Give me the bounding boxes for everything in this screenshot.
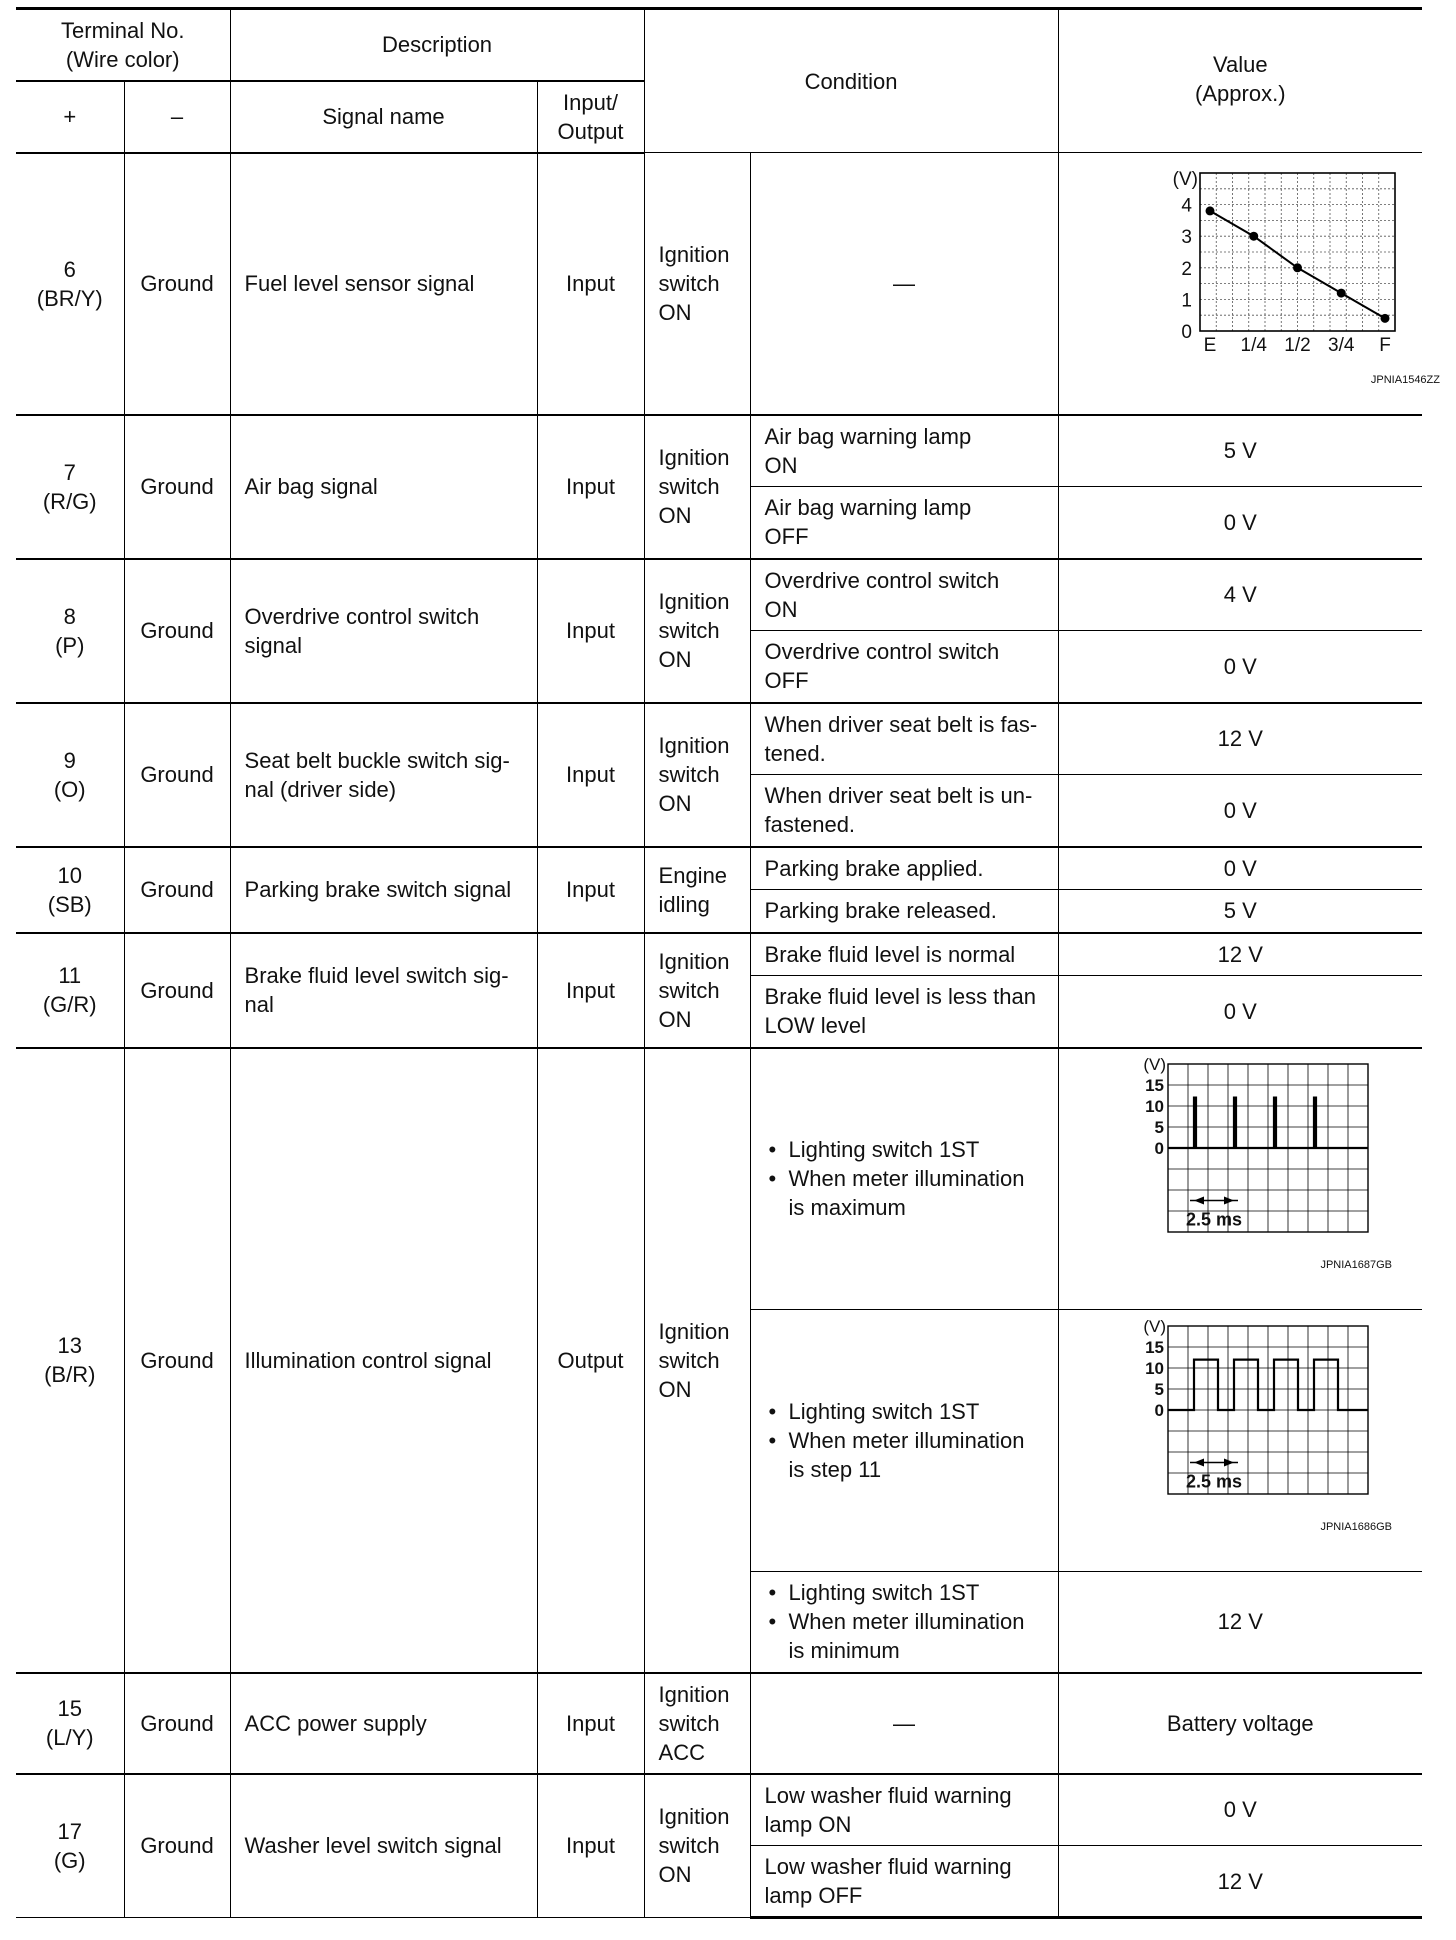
value-cell: 0 V <box>1058 847 1422 890</box>
data-point <box>1250 232 1259 241</box>
header-signal-name: Signal name <box>230 81 537 153</box>
io-cell: Input <box>537 153 644 415</box>
sub-condition-cell <box>750 1048 1058 1310</box>
value-cell: 4 V <box>1058 559 1422 631</box>
header-io: Input/ Output <box>537 81 644 153</box>
ground-cell: Ground <box>124 1048 230 1673</box>
figure-caption: JPNIA1686GB <box>1320 1520 1393 1533</box>
data-point <box>1337 289 1346 298</box>
ground-cell: Ground <box>124 1673 230 1774</box>
y-tick-label: 0 <box>1154 1400 1165 1420</box>
io-cell: Input <box>537 1774 644 1918</box>
data-point <box>1206 207 1215 216</box>
terminal-cell: 7 (R/G) <box>16 415 124 559</box>
io-cell: Input <box>537 703 644 847</box>
sub-condition-cell: Air bag warning lamp ON <box>750 415 1058 487</box>
value-cell: 12 V <box>1058 1846 1422 1918</box>
ground-cell: Ground <box>124 933 230 1048</box>
io-cell: Input <box>537 847 644 933</box>
figure-caption: JPNIA1687GB <box>1320 1258 1393 1271</box>
terminal-cell: 10 (SB) <box>16 847 124 933</box>
y-unit-label: (V) <box>1143 1316 1167 1336</box>
table-row <box>16 153 1422 415</box>
condition-list <box>765 1397 1044 1484</box>
sub-condition-cell: When driver seat belt is un- fastened. <box>750 775 1058 847</box>
table-row <box>16 847 1422 890</box>
signal-name-cell: Air bag signal <box>230 415 537 559</box>
terminal-spec-sheet <box>16 7 1441 1912</box>
condition-list <box>765 1135 1044 1222</box>
period-label: 2.5 ms <box>1186 1471 1243 1491</box>
value-cell: Battery voltage <box>1058 1673 1422 1774</box>
condition-cell: Ignition switch ON <box>644 559 750 703</box>
sub-condition-cell <box>750 1572 1058 1673</box>
y-tick-label: 10 <box>1145 1358 1165 1378</box>
y-tick-label: 10 <box>1145 1096 1165 1116</box>
value-cell: 5 V <box>1058 415 1422 487</box>
table-row <box>16 1774 1422 1846</box>
table-row <box>16 703 1422 775</box>
condition-item: • Lighting switch 1ST <box>789 1578 1044 1607</box>
signal-name-cell: Seat belt buckle switch sig- nal (driver side) <box>230 703 537 847</box>
condition-cell: Ignition switch ACC <box>644 1673 750 1774</box>
header-row-top <box>16 9 1422 81</box>
sub-condition-cell: Low washer fluid warning lamp OFF <box>750 1846 1058 1918</box>
y-tick-label: 1 <box>1181 290 1193 312</box>
condition-cell: Ignition switch ON <box>644 933 750 1048</box>
value-cell <box>1058 153 1441 415</box>
value-cell: 0 V <box>1058 1774 1422 1846</box>
y-tick-label: 0 <box>1154 1138 1165 1158</box>
illumination-step11-waveform <box>1075 1316 1405 1566</box>
period-label: 2.5 ms <box>1186 1209 1243 1230</box>
sub-condition-cell: Low washer fluid warning lamp ON <box>750 1774 1058 1846</box>
table-row <box>16 559 1422 631</box>
io-cell: Input <box>537 559 644 703</box>
x-tick-label: 1/2 <box>1284 335 1312 357</box>
signal-name-cell: Fuel level sensor signal <box>230 153 537 415</box>
y-tick-label: 15 <box>1145 1337 1165 1357</box>
terminal-spec-table <box>16 7 1441 1919</box>
y-unit-label: (V) <box>1143 1054 1167 1074</box>
terminal-cell: 11 (G/R) <box>16 933 124 1048</box>
y-tick-label: 3 <box>1181 227 1193 249</box>
ground-cell: Ground <box>124 153 230 415</box>
header-condition: Condition <box>644 9 1058 153</box>
terminal-cell: 15 (L/Y) <box>16 1673 124 1774</box>
signal-name-cell: ACC power supply <box>230 1673 537 1774</box>
terminal-cell: 13 (B/R) <box>16 1048 124 1673</box>
condition-list <box>765 1578 1044 1665</box>
ground-cell: Ground <box>124 1774 230 1918</box>
y-tick-label: 4 <box>1181 195 1193 217</box>
value-cell: 12 V <box>1058 1572 1422 1673</box>
sub-condition-cell: When driver seat belt is fas- tened. <box>750 703 1058 775</box>
terminal-cell: 9 (O) <box>16 703 124 847</box>
condition-cell: Ignition switch ON <box>644 153 750 415</box>
condition-item: • When meter illumination is maximum <box>789 1164 1044 1222</box>
terminal-cell: 17 (G) <box>16 1774 124 1918</box>
illumination-max-waveform <box>1075 1054 1405 1304</box>
terminal-cell: 6 (BR/Y) <box>16 153 124 415</box>
value-cell: 12 V <box>1058 703 1422 775</box>
header-value: Value (Approx.) <box>1058 9 1422 153</box>
signal-name-cell: Illumination control signal <box>230 1048 537 1673</box>
y-tick-label: 5 <box>1154 1117 1165 1137</box>
ground-cell: Ground <box>124 415 230 559</box>
condition-item: • When meter illumination is minimum <box>789 1607 1044 1665</box>
y-tick-label: 15 <box>1145 1075 1165 1095</box>
value-cell: 5 V <box>1058 890 1422 933</box>
table-row <box>16 1048 1422 1310</box>
condition-cell: Ignition switch ON <box>644 703 750 847</box>
sub-condition-cell: — <box>750 153 1058 415</box>
condition-cell: Engine idling <box>644 847 750 933</box>
x-tick-label: F <box>1379 335 1392 357</box>
data-point <box>1381 314 1390 323</box>
signal-name-cell: Washer level switch signal <box>230 1774 537 1918</box>
sub-condition-cell <box>750 1310 1058 1572</box>
terminal-cell: 8 (P) <box>16 559 124 703</box>
condition-cell: Ignition switch ON <box>644 415 750 559</box>
signal-name-cell: Parking brake switch signal <box>230 847 537 933</box>
header-plus: + <box>16 81 124 153</box>
value-cell <box>1058 1310 1422 1572</box>
figure-caption: JPNIA1546ZZ <box>1371 374 1441 387</box>
ground-cell: Ground <box>124 703 230 847</box>
condition-item: • When meter illumination is step 11 <box>789 1426 1044 1484</box>
table-row <box>16 415 1422 487</box>
value-cell: 12 V <box>1058 933 1422 976</box>
signal-name-cell: Brake fluid level switch sig- nal <box>230 933 537 1048</box>
fuel-level-voltage-graph <box>1075 163 1441 403</box>
io-cell: Input <box>537 1673 644 1774</box>
condition-cell: Ignition switch ON <box>644 1774 750 1918</box>
value-cell: 0 V <box>1058 631 1422 703</box>
sub-condition-cell: Overdrive control switch OFF <box>750 631 1058 703</box>
ground-cell: Ground <box>124 559 230 703</box>
signal-name-cell: Overdrive control switch signal <box>230 559 537 703</box>
sub-condition-cell: — <box>750 1673 1058 1774</box>
io-cell: Input <box>537 933 644 1048</box>
x-tick-label: E <box>1203 335 1217 357</box>
io-cell: Input <box>537 415 644 559</box>
sub-condition-cell: Overdrive control switch ON <box>750 559 1058 631</box>
header-minus: – <box>124 81 230 153</box>
data-point <box>1293 264 1302 273</box>
io-cell: Output <box>537 1048 644 1673</box>
ground-cell: Ground <box>124 847 230 933</box>
y-tick-label: 2 <box>1181 259 1193 281</box>
sub-condition-cell: Brake fluid level is normal <box>750 933 1058 976</box>
y-tick-label: 5 <box>1154 1379 1165 1399</box>
header-terminal: Terminal No. (Wire color) <box>16 9 230 81</box>
sub-condition-cell: Air bag warning lamp OFF <box>750 487 1058 559</box>
table-row <box>16 1673 1422 1774</box>
table-row <box>16 933 1422 976</box>
value-cell: 0 V <box>1058 487 1422 559</box>
x-tick-label: 3/4 <box>1328 335 1355 357</box>
x-tick-label: 1/4 <box>1240 335 1268 357</box>
condition-item: • Lighting switch 1ST <box>789 1397 1044 1426</box>
sub-condition-cell: Parking brake applied. <box>750 847 1058 890</box>
value-cell <box>1058 1048 1422 1310</box>
y-tick-label: 0 <box>1181 322 1193 344</box>
y-unit-label: (V) <box>1172 169 1199 191</box>
value-cell: 0 V <box>1058 976 1422 1048</box>
condition-cell: Ignition switch ON <box>644 1048 750 1673</box>
sub-condition-cell: Parking brake released. <box>750 890 1058 933</box>
condition-item: • Lighting switch 1ST <box>789 1135 1044 1164</box>
sub-condition-cell: Brake fluid level is less than LOW level <box>750 976 1058 1048</box>
value-cell: 0 V <box>1058 775 1422 847</box>
header-description: Description <box>230 9 644 81</box>
